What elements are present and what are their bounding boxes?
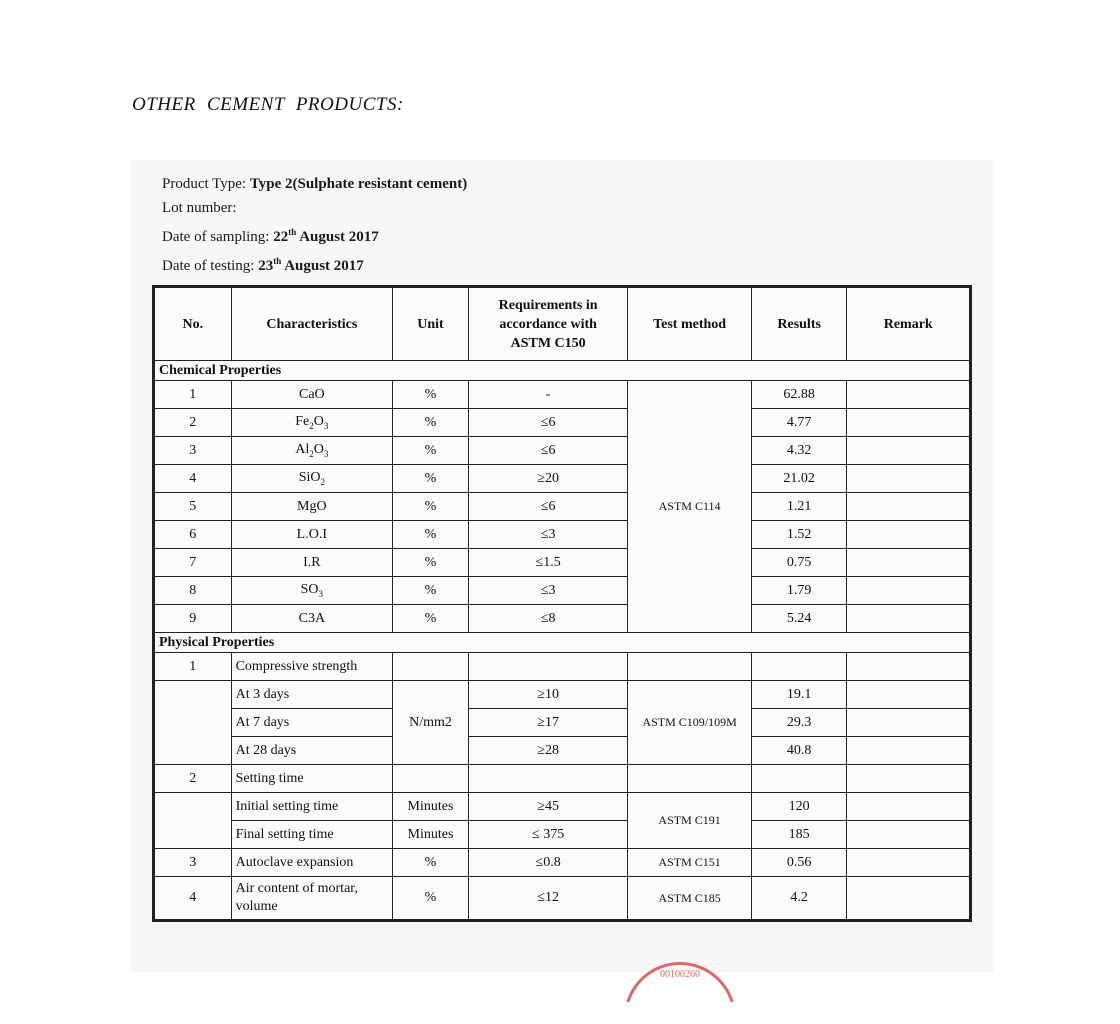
row-remark	[847, 577, 971, 605]
setting-time-row	[154, 765, 971, 793]
sampling-suffix: th	[288, 227, 297, 237]
row-remark	[847, 605, 971, 633]
formula-part: Al	[295, 442, 310, 458]
testing-day: 23	[258, 258, 274, 274]
row-no: 3	[154, 437, 232, 465]
row-no: 5	[154, 493, 232, 521]
table-row	[154, 821, 971, 849]
row-requirement: ≤0.8	[468, 849, 627, 877]
row-requirement: ≥20	[468, 465, 627, 493]
row-result: 40.8	[751, 737, 847, 765]
row-characteristic	[231, 493, 392, 521]
formula-part: O	[313, 414, 324, 430]
formula-part: I.R	[303, 554, 321, 570]
row-requirement: ≤1.5	[468, 549, 627, 577]
row-remark	[847, 793, 971, 821]
table-row	[154, 493, 971, 521]
formula-part: 2	[309, 420, 314, 431]
testing-date-line	[162, 249, 467, 278]
row-unit: %	[393, 437, 469, 465]
row-unit: Minutes	[393, 821, 469, 849]
table-row	[154, 577, 971, 605]
row-characteristic	[231, 577, 392, 605]
formula-part: SO	[300, 582, 319, 598]
row-characteristic: At 3 days	[231, 681, 392, 709]
row-unit: %	[393, 493, 469, 521]
row-characteristic	[231, 437, 392, 465]
row-no: 6	[154, 521, 232, 549]
table-row	[154, 605, 971, 633]
row-unit: %	[393, 465, 469, 493]
formula-part: 3	[318, 588, 324, 599]
chemical-section-row	[154, 361, 971, 381]
row-characteristic	[231, 521, 392, 549]
physical-section-row	[154, 633, 971, 653]
row-characteristic: Autoclave expansion	[231, 849, 392, 877]
formula-part: 2	[309, 448, 314, 459]
row-no: 2	[154, 765, 232, 793]
testing-label: Date of testing:	[162, 258, 255, 274]
formula-part: CaO	[299, 386, 325, 402]
row-remark	[847, 709, 971, 737]
row-test-method: ASTM C109/109M	[628, 681, 752, 765]
row-characteristic: Final setting time	[231, 821, 392, 849]
row-result: 1.79	[751, 577, 847, 605]
formula-part: 3	[323, 420, 329, 431]
row-no: 1	[154, 653, 232, 681]
row-characteristic: Air content of mortar, volume	[231, 877, 392, 921]
row-result: 21.02	[751, 465, 847, 493]
sampling-date-line	[162, 220, 467, 249]
row-requirement: ≤ 375	[468, 821, 627, 849]
physical-section-title: Physical Properties	[154, 633, 971, 653]
row-result: 4.77	[751, 409, 847, 437]
product-type-label: Product Type:	[162, 176, 247, 192]
row-result: 4.32	[751, 437, 847, 465]
table-row	[154, 737, 971, 765]
row-remark	[847, 381, 971, 409]
compressive-strength-row	[154, 653, 971, 681]
header-results: Results	[751, 287, 847, 361]
row-no: 9	[154, 605, 232, 633]
row-unit: %	[393, 381, 469, 409]
row-no: 7	[154, 549, 232, 577]
row-characteristic: At 28 days	[231, 737, 392, 765]
row-requirement: ≥28	[468, 737, 627, 765]
row-characteristic	[231, 605, 392, 633]
stamp-text: 00100260	[624, 962, 736, 1002]
row-unit: %	[393, 577, 469, 605]
row-remark	[847, 821, 971, 849]
table-header-row	[154, 287, 971, 361]
row-requirement: ≤12	[468, 877, 627, 921]
official-stamp	[624, 962, 736, 1002]
row-result: 29.3	[751, 709, 847, 737]
table-row	[154, 549, 971, 577]
header-req-line1: Requirements in	[498, 297, 598, 313]
row-remark	[847, 409, 971, 437]
row-test-method: ASTM C114	[628, 381, 752, 633]
row-unit: %	[393, 605, 469, 633]
row-requirement: ≤3	[468, 577, 627, 605]
product-info	[162, 172, 467, 278]
row-characteristic	[231, 409, 392, 437]
lot-number-label: Lot number:	[162, 200, 237, 216]
row-result: 19.1	[751, 681, 847, 709]
row-remark	[847, 465, 971, 493]
row-requirement: ≤6	[468, 493, 627, 521]
table-row	[154, 521, 971, 549]
row-unit: Minutes	[393, 793, 469, 821]
row-remark	[847, 437, 971, 465]
row-requirement: ≤3	[468, 521, 627, 549]
table-row	[154, 437, 971, 465]
row-characteristic	[231, 381, 392, 409]
table-row	[154, 681, 971, 709]
formula-part: Fe	[295, 414, 310, 430]
row-characteristic	[231, 549, 392, 577]
row-no: 4	[154, 465, 232, 493]
row-requirement: ≤6	[468, 409, 627, 437]
formula-part: O	[313, 442, 324, 458]
row-unit: %	[393, 877, 469, 921]
row-result: 1.52	[751, 521, 847, 549]
product-type-value: Type 2(Sulphate resistant cement)	[249, 176, 468, 192]
header-test-method: Test method	[628, 287, 752, 361]
row-result: 120	[751, 793, 847, 821]
row-requirement: ≥10	[468, 681, 627, 709]
page-heading: OTHER CEMENT PRODUCTS:	[132, 94, 404, 115]
row-no: 2	[154, 409, 232, 437]
row-remark	[847, 849, 971, 877]
formula-part: L.O.I	[296, 526, 327, 542]
sampling-label: Date of sampling:	[162, 229, 270, 245]
formula-part: 3	[323, 448, 329, 459]
sampling-day: 22	[273, 229, 289, 245]
row-no: 3	[154, 849, 232, 877]
row-requirement: ≤6	[468, 437, 627, 465]
row-result: 185	[751, 821, 847, 849]
row-unit: %	[393, 409, 469, 437]
properties-table	[152, 285, 972, 922]
row-result: 1.21	[751, 493, 847, 521]
header-no: No.	[154, 287, 232, 361]
row-characteristic	[231, 465, 392, 493]
row-characteristic: Compressive strength	[231, 653, 392, 681]
formula-part: C3A	[298, 610, 326, 626]
row-unit: %	[393, 549, 469, 577]
row-remark	[847, 493, 971, 521]
row-remark	[847, 681, 971, 709]
row-result: 62.88	[751, 381, 847, 409]
row-remark	[847, 877, 971, 921]
row-result: 5.24	[751, 605, 847, 633]
autoclave-row	[154, 849, 971, 877]
testing-suffix: th	[273, 256, 282, 266]
chemical-rows	[154, 381, 971, 633]
air-content-row	[154, 877, 971, 921]
row-test-method: ASTM C151	[628, 849, 752, 877]
row-remark	[847, 521, 971, 549]
row-requirement: ≤8	[468, 605, 627, 633]
row-result: 0.56	[751, 849, 847, 877]
table-row	[154, 465, 971, 493]
row-test-method: ASTM C185	[628, 877, 752, 921]
row-result: 0.75	[751, 549, 847, 577]
row-characteristic: Initial setting time	[231, 793, 392, 821]
chemical-section-title: Chemical Properties	[154, 361, 971, 381]
row-no: 4	[154, 877, 232, 921]
row-requirement: ≥17	[468, 709, 627, 737]
row-test-method: ASTM C191	[628, 793, 752, 849]
row-no: 1	[154, 381, 232, 409]
row-requirement: -	[468, 381, 627, 409]
row-remark	[847, 549, 971, 577]
formula-part: 2	[320, 476, 325, 487]
table-row	[154, 709, 971, 737]
header-req-line3: ASTM C150	[510, 335, 586, 351]
formula-part: SiO	[298, 470, 321, 486]
row-characteristic: At 7 days	[231, 709, 392, 737]
row-unit: %	[393, 849, 469, 877]
table-row	[154, 409, 971, 437]
row-unit: N/mm2	[393, 681, 469, 765]
row-no: 8	[154, 577, 232, 605]
header-characteristics: Characteristics	[231, 287, 392, 361]
header-req-line2: accordance with	[499, 316, 597, 332]
header-requirements	[468, 287, 627, 361]
formula-part: MgO	[297, 498, 327, 514]
product-type-line	[162, 172, 467, 196]
row-requirement: ≥45	[468, 793, 627, 821]
testing-rest: August 2017	[284, 258, 364, 274]
row-unit: %	[393, 521, 469, 549]
header-remark: Remark	[847, 287, 971, 361]
table-row	[154, 381, 971, 409]
row-result: 4.2	[751, 877, 847, 921]
row-remark	[847, 737, 971, 765]
header-unit: Unit	[393, 287, 469, 361]
sampling-rest: August 2017	[299, 229, 379, 245]
row-characteristic: Setting time	[231, 765, 392, 793]
table-row	[154, 793, 971, 821]
